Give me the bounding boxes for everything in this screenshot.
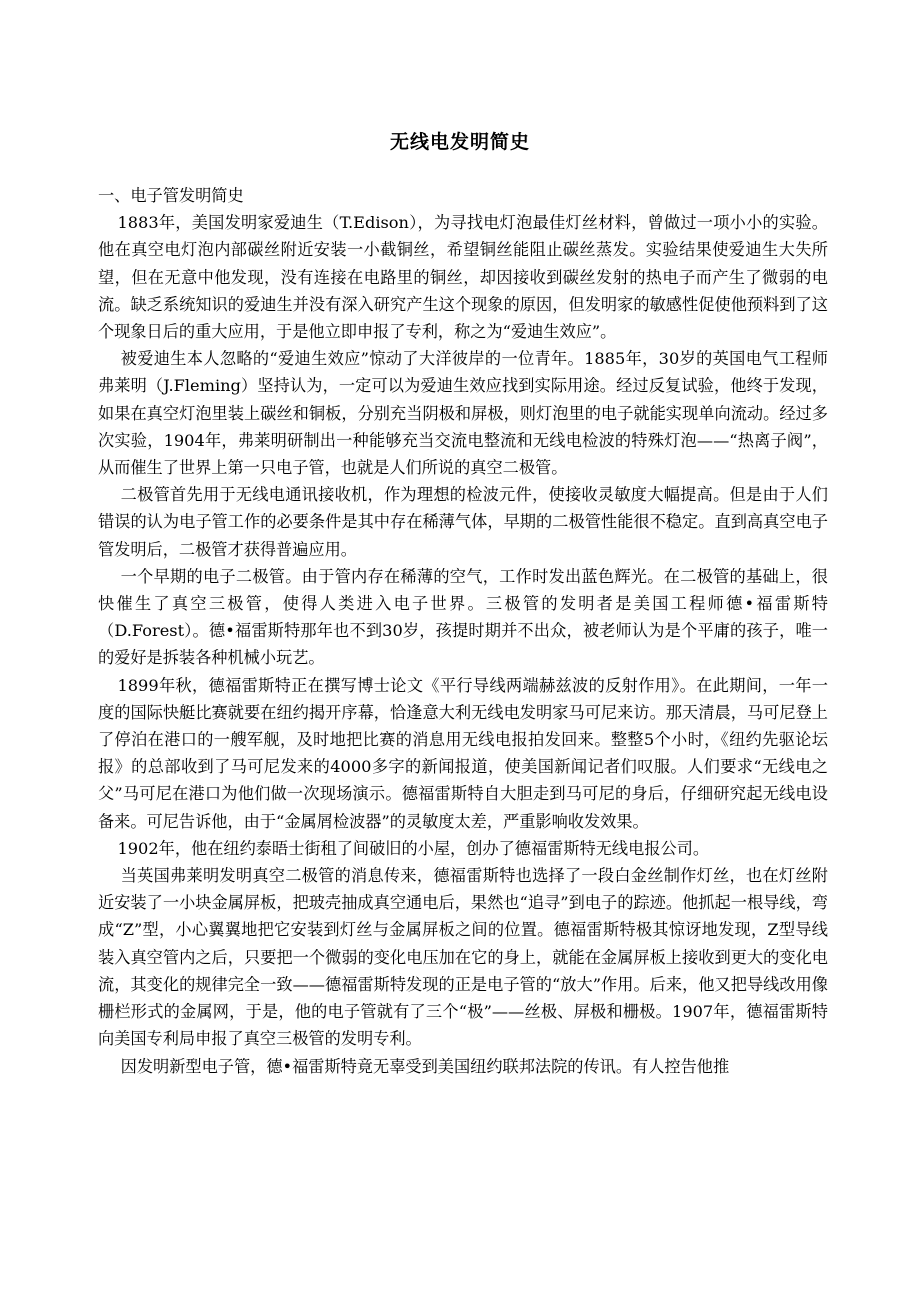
paragraph-fleming: 被爱迪生本人忽略的“爱迪生效应”惊动了大洋彼岸的一位青年。1885年，30岁的英国电气工程师弗莱明（J.Fleming）坚持认为，一定可以为爱迪生效应找到实际用途。经过反复试验，他终于发现，如果在真空灯泡里装上碳丝和铜板，分别充当阴极和屏极，则灯泡里的电子就能实现单向流动。经过多次实验，1904年，弗莱明研制出一种能够充当交流电整流和无线电检波的特殊灯泡——“热离子阀”，从而催生了世界上第一只电子管，也就是人们所说的真空二极管。: [98, 349, 828, 478]
document-title: 无线电发明简史: [389, 131, 530, 153]
paragraph-1902: 1902年，他在纽约泰晤士街租了间破旧的小屋，创办了德福雷斯特无线电报公司。: [117, 838, 710, 858]
paragraph-court-summons: 因发明新型电子管，德•福雷斯特竟无辜受到美国纽约联邦法院的传讯。有人控告他推: [120, 1056, 730, 1076]
paragraph-1899: 1899年秋，德福雷斯特正在撰写博士论文《平行导线两端赫兹波的反射作用》。在此期间，一年一度的国际快艇比赛就要在纽约揭开序幕，恰逢意大利无线电发明家马可尼来访。那天清晨，马可尼登上了停泊在港口的一艘军舰，及时地把比赛的消息用无线电报拍发回来。整整5个小时，《纽约先驱论坛报》的总部收到了马可尼发来的4000多字的新闻报道，使美国新闻记者们叹服。人们要求“无线电之父”马可尼在港口为他们做一次现场演示。德福雷斯特自大胆走到马可尼的身后，仔细研究起无线电设备来。可尼告诉他，由于“金属屑检波器”的灵敏度太差，严重影响收发效果。: [98, 675, 828, 831]
section-heading: 一、电子管发明简史: [98, 186, 244, 205]
paragraph-diode-usage: 二极管首先用于无线电通讯接收机，作为理想的检波元件，使接收灵敏度大幅提高。但是由于人们错误的认为电子管工作的必要条件是其中存在稀薄气体，早期的二极管性能很不稳定。直到高真空电子管发明后，二极管才获得普遍应用。: [98, 485, 828, 559]
document-body: [98, 182, 828, 1080]
paragraph-triode-invention: 当英国弗莱明发明真空二极管的消息传来，德福雷斯特也选择了一段白金丝制作灯丝，也在灯丝附近安装了一小块金属屏板，把玻壳抽成真空通电后，果然也“追寻”到电子的踪迹。他抓起一根导线，弯成“Z”型，小心翼翼地把它安装到灯丝与金属屏板之间的位置。德福雷斯特极其惊讶地发现，Z型导线装入真空管内之后，只要把一个微弱的变化电压加在它的身上，就能在金属屏板上接收到更大的变化电流，其变化的规律完全一致——德福雷斯特发现的正是电子管的“放大”作用。后来，他又把导线改用像栅栏形式的金属网，于是，他的电子管就有了三个“极”——丝极、屏极和栅极。1907年，德福雷斯特向美国专利局申报了真空三极管的发明专利。: [98, 866, 828, 1049]
paragraph-edison-effect: 1883年，美国发明家爱迪生（T.Edison），为寻找电灯泡最佳灯丝材料，曾做过一项小小的实验。他在真空电灯泡内部碳丝附近安装一小截铜丝，希望铜丝能阻止碳丝蒸发。实验结果使爱迪生大失所望，但在无意中他发现，没有连接在电路里的铜丝，却因接收到碳丝发射的热电子而产生了微弱的电流。缺乏系统知识的爱迪生并没有深入研究产生这个现象的原因，但发明家的敏感性促使他预料到了这个现象日后的重大应用，于是他立即申报了专利，称之为“爱迪生效应”。: [98, 213, 828, 342]
paragraph-early-diode: 一个早期的电子二极管。由于管内存在稀薄的空气，工作时发出蓝色辉光。在二极管的基础上，很快催生了真空三极管，使得人类进入电子世界。三极管的发明者是美国工程师德•福雷斯特（D.Forest）。德•福雷斯特那年也不到30岁，孩提时期并不出众，被老师认为是个平庸的孩子，唯一的爱好是拆装各种机械小玩艺。: [98, 566, 828, 668]
